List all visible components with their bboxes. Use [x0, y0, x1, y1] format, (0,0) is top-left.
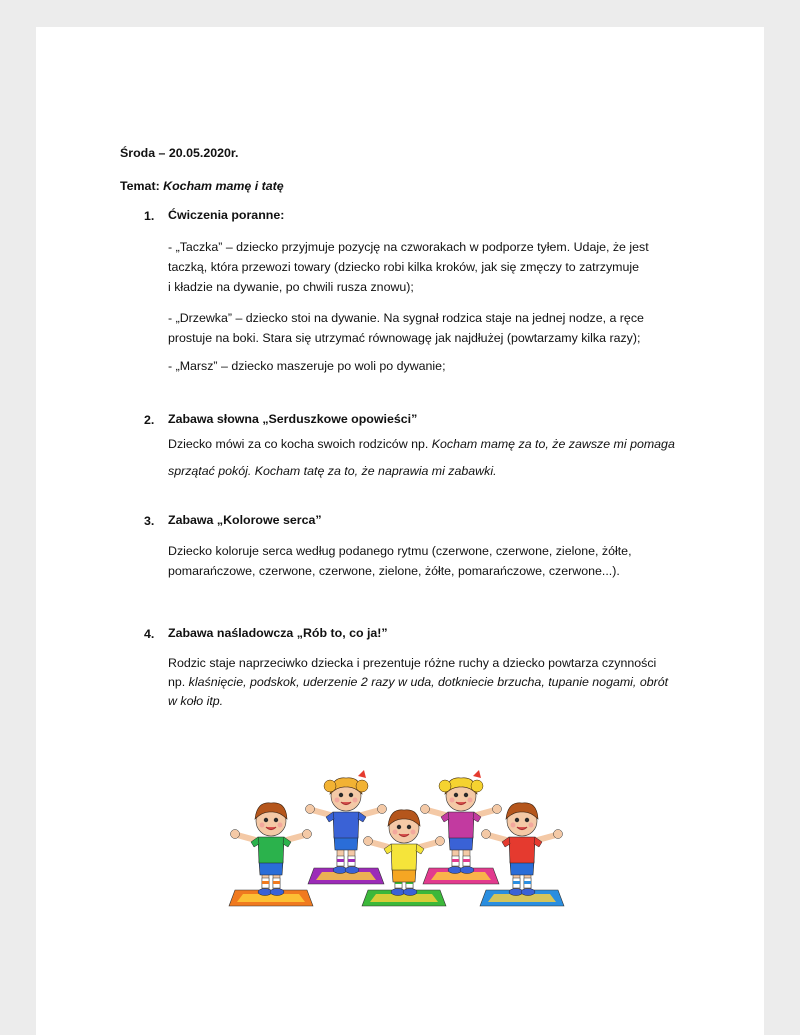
section-2-line-1-italic: Kocham mamę za to, że zawsze mi pomaga	[431, 437, 675, 451]
section-1-title: Ćwiczenia poranne:	[168, 208, 285, 222]
section-3-line-1: Dziecko koloruje serca według podanego rytmu (czerwone, czerwone, zielone, żółte,	[168, 544, 632, 558]
section-2-line-1	[168, 434, 675, 454]
section-1-para-3-line-1: - „Marsz” – dziecko maszeruje po woli po dywanie;	[168, 359, 446, 373]
section-3-title: Zabawa „Kolorowe serca”	[168, 513, 322, 527]
section-1-para-2-line-1: - „Drzewka” – dziecko stoi na dywanie. Na sygnał rodzica staje na jednej nodze, a ręce	[168, 311, 644, 325]
section-1-para-1-line-3: i kładzie na dywanie, po chwili rusza znowu);	[168, 280, 414, 294]
topic-value: Kocham mamę i tatę	[163, 179, 284, 193]
children-exercising-illustration	[226, 760, 571, 922]
section-4-line-2	[168, 672, 668, 692]
section-4-line-3: w koło itp.	[168, 694, 224, 708]
child-figure-1	[229, 803, 313, 906]
child-figure-5	[480, 803, 564, 906]
section-2-number: 2.	[144, 413, 155, 427]
section-4-number: 4.	[144, 627, 155, 641]
section-1-para-2-line-2: prostuje na boki. Stara się utrzymać równowagę jak najdłużej (powtarzamy kilka razy);	[168, 331, 641, 345]
section-1-para-1-line-1: - „Taczka” – dziecko przyjmuje pozycję na czworakach w podporze tyłem. Udaje, że jest	[168, 240, 649, 254]
date-heading: Środa – 20.05.2020r.	[120, 146, 239, 160]
topic-line	[120, 176, 284, 196]
child-figure-4	[421, 770, 502, 884]
section-2-title: Zabawa słowna „Serduszkowe opowieści”	[168, 412, 418, 426]
section-4-title: Zabawa naśladowcza „Rób to, co ja!”	[168, 626, 388, 640]
section-4-line-2-italic: klaśnięcie, podskok, uderzenie 2 razy w uda, dotkniecie brzucha, tupanie nogami, obrót	[188, 675, 669, 689]
child-figure-3	[362, 810, 446, 906]
section-3-number: 3.	[144, 514, 155, 528]
section-2-line-1-plain: Dziecko mówi za co kocha swoich rodziców np.	[168, 437, 432, 451]
section-4-line-2-plain: np.	[168, 675, 189, 689]
section-3-line-2: pomarańczowe, czerwone, czerwone, zielone, żółte, pomarańczowe, czerwone...).	[168, 564, 620, 578]
section-2-line-2: sprzątać pokój. Kocham tatę za to, że naprawia mi zabawki.	[168, 464, 497, 478]
child-figure-2	[306, 770, 387, 884]
section-1-para-1-line-2: taczką, która przewozi towary (dziecko robi kilka kroków, jak się zmęczy to zatrzymuje	[168, 260, 639, 274]
section-1-number: 1.	[144, 209, 155, 223]
topic-label: Temat:	[120, 179, 160, 193]
document-page	[36, 27, 764, 1035]
section-4-line-1: Rodzic staje naprzeciwko dziecka i prezentuje różne ruchy a dziecko powtarza czynności	[168, 656, 657, 670]
